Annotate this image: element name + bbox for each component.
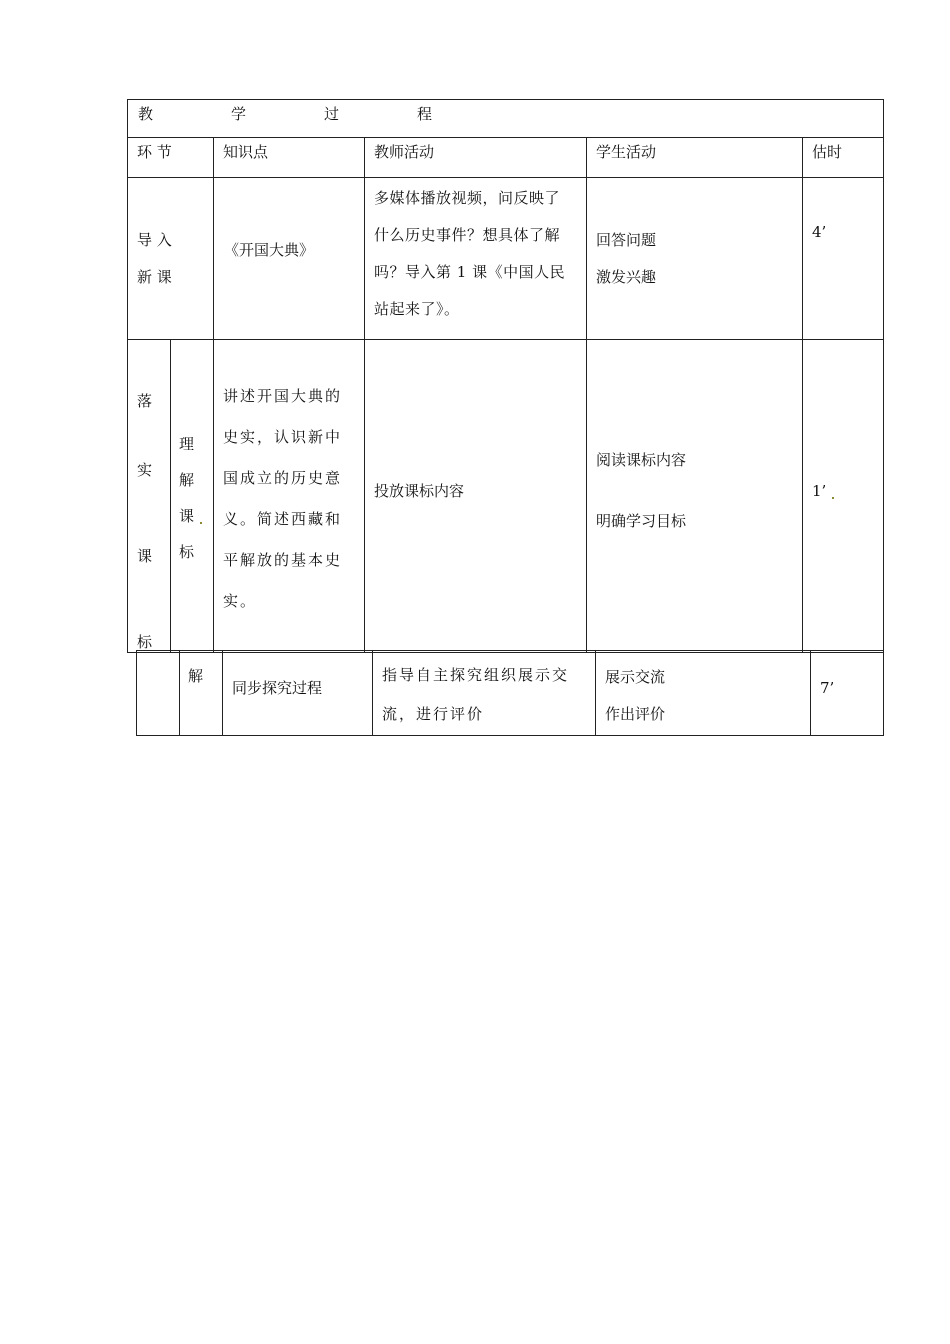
table-row <box>128 340 884 653</box>
cell-student: 回答问题 激发兴趣 <box>587 178 803 340</box>
title-char: 学 <box>231 105 247 123</box>
cell-teacher: 投放课标内容 <box>365 340 587 653</box>
cell-student: 阅读课标内容 明确学习目标 <box>587 340 803 653</box>
cell-time: 7’ <box>811 651 884 736</box>
cell-section: 导 入 新 课 <box>128 178 214 340</box>
cell-section: 落 实 课 标 <box>128 340 171 653</box>
cell-teacher: 指导自主探究组织展示交 流，进行评价 <box>373 651 596 736</box>
table-title <box>128 100 883 124</box>
cell-student: 展示交流 作出评价 <box>596 651 811 736</box>
lesson-process-table <box>127 99 884 653</box>
header-time: 估时 <box>803 138 884 178</box>
table-row <box>137 651 884 736</box>
decorative-dot <box>832 497 834 499</box>
cell-knowledge: 讲述开国大典的 史实，认识新中 国成立的历史意 义。简述西藏和 平解放的基本史 实。 <box>214 340 365 653</box>
lesson-process-table-continued <box>136 650 884 736</box>
title-char: 教 <box>138 105 154 123</box>
cell-section <box>137 651 180 736</box>
title-char: 程 <box>417 105 433 123</box>
cell-subsection: 理 解 课 标 <box>171 340 214 653</box>
cell-time: 4’ <box>803 178 884 340</box>
header-student: 学生活动 <box>587 138 803 178</box>
title-char: 过 <box>324 105 340 123</box>
cell-subsection: 解 <box>180 651 223 736</box>
table-row <box>128 178 884 340</box>
cell-teacher: 多媒体播放视频，问反映了 什么历史事件？想具体了解 吗？导入第 1 课《中国人民 站起来了》。 <box>365 178 587 340</box>
header-knowledge: 知识点 <box>214 138 365 178</box>
cell-knowledge: 同步探究过程 <box>223 651 373 736</box>
header-teacher: 教师活动 <box>365 138 587 178</box>
decorative-dot <box>200 522 202 524</box>
cell-time: 1’ <box>803 340 884 653</box>
cell-knowledge: 《开国大典》 <box>214 178 365 340</box>
table-title-cell <box>128 100 884 138</box>
header-section: 环 节 <box>128 138 214 178</box>
